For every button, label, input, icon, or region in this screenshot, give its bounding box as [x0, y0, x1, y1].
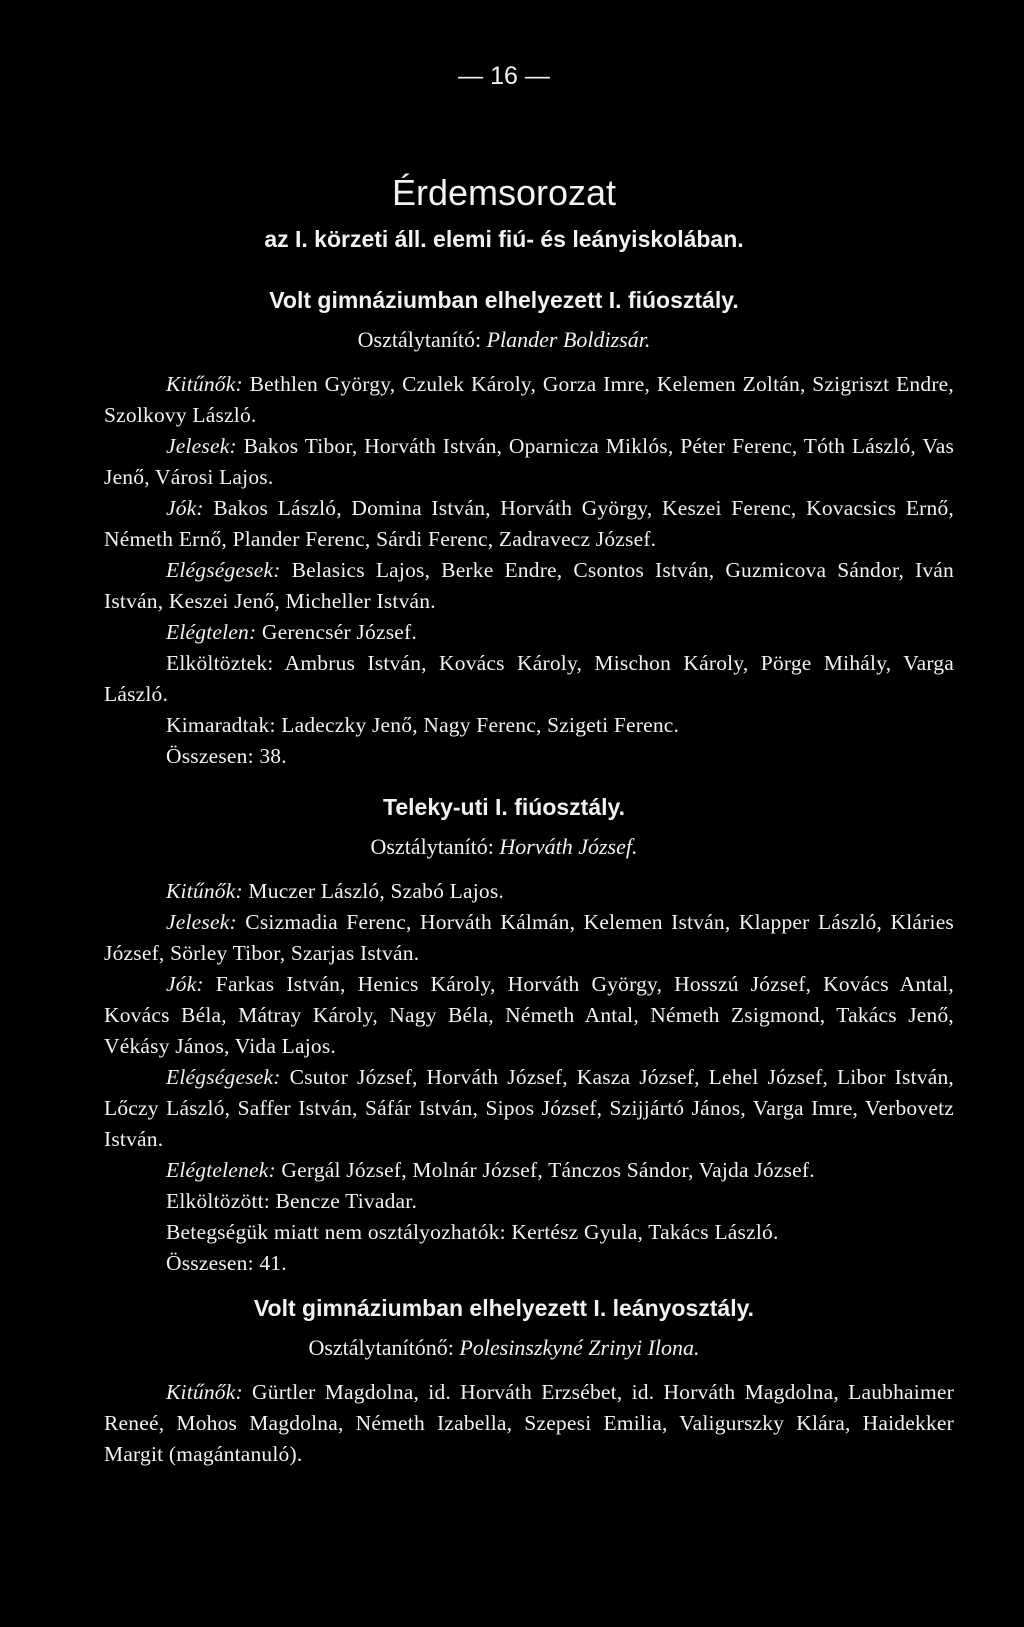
entry-label: Kitűnők: — [166, 879, 243, 903]
entry-elegtelenek — [104, 1155, 954, 1186]
entry-label: Kimaradtak: — [166, 713, 276, 737]
teacher-line — [104, 1335, 904, 1377]
entry-label: Elégtelenek: — [166, 1158, 276, 1182]
section-teleky-uti-fiuosztaly — [104, 794, 954, 1279]
entry-text: Ambrus István, Kovács Károly, Mischon Károly, Pörge Mihály, Varga László. — [104, 651, 954, 706]
entry-betegseguk — [104, 1217, 954, 1248]
entry-text: Bakos Tibor, Horváth István, Oparnicza Miklós, Péter Ferenc, Tóth László, Vas Jenő, Városi Lajos. — [104, 434, 955, 489]
entry-label: Elégségesek: — [166, 1065, 281, 1089]
entry-label: Elköltöztek: — [166, 651, 274, 675]
entry-elkoltozott — [104, 1186, 954, 1217]
entry-kimaradtak — [104, 710, 954, 741]
entry-text: Kertész Gyula, Takács László. — [511, 1220, 779, 1244]
entry-label: Összesen: — [166, 1251, 254, 1275]
teacher-name: Plander Boldizsár. — [486, 327, 651, 352]
entry-text: Bencze Tivadar. — [275, 1189, 418, 1213]
teacher-label: Osztálytanító: — [370, 834, 494, 859]
entry-label: Összesen: — [166, 744, 254, 768]
entry-label: Betegségük miatt nem osztályozhatók: — [166, 1220, 506, 1244]
entry-jok — [104, 969, 954, 1062]
entry-text: Muczer László, Szabó Lajos. — [248, 879, 504, 903]
entry-text: Gergál József, Molnár József, Tánczos Sándor, Vajda József. — [281, 1158, 815, 1182]
section-title: Volt gimnáziumban elhelyezett I. fiúosztály. — [269, 287, 739, 313]
entry-kitunok — [104, 876, 954, 907]
page-subtitle: az I. körzeti áll. elemi fiú- és leányiskolában. — [264, 226, 744, 252]
entry-osszesen — [104, 741, 954, 772]
page-number: — 16 — — [458, 62, 550, 90]
entry-label: Jelesek: — [166, 910, 237, 934]
document-page — [104, 0, 954, 1627]
section-title: Teleky-uti I. fiúosztály. — [383, 794, 625, 820]
teacher-line — [104, 327, 904, 369]
teacher-label: Osztálytanítónő: — [308, 1335, 454, 1360]
entry-text: 38. — [259, 744, 287, 768]
entry-kitunok — [104, 369, 954, 431]
entry-elegsegesek — [104, 1062, 954, 1155]
entry-jelesek — [104, 431, 954, 493]
section-title: Volt gimnáziumban elhelyezett I. leányosztály. — [253, 1295, 755, 1321]
section-gimnazium-leanyosztaly — [104, 1295, 954, 1470]
entry-text: Csizmadia Ferenc, Horváth Kálmán, Kelemen István, Klapper László, Kláries József, Sörley Tibor, Szarjas István. — [104, 910, 954, 965]
entry-elegtelen — [104, 617, 954, 648]
teacher-line — [104, 834, 904, 876]
entry-label: Jelesek: — [166, 434, 237, 458]
page-title: Érdemsorozat — [391, 172, 617, 213]
entry-jelesek — [104, 907, 954, 969]
entry-elegsegesek — [104, 555, 954, 617]
entry-label: Elköltözött: — [166, 1189, 270, 1213]
entry-text: Farkas István, Henics Károly, Horváth György, Hosszú József, Kovács Antal, Kovács Béla, Mátray Károly, Nagy Béla, Németh Antal, Németh Zsigmond, Takács Jenő, Vékásy János, Vida Lajos. — [104, 972, 954, 1058]
entry-label: Elégtelen: — [166, 620, 257, 644]
entry-text: Bethlen György, Czulek Károly, Gorza Imre, Kelemen Zoltán, Szigriszt Endre, Szolkovy László. — [104, 372, 955, 427]
entry-text: Belasics Lajos, Berke Endre, Csontos István, Guzmicova Sándor, Iván István, Keszei Jenő, Micheller István. — [104, 558, 954, 613]
entry-elkoltoztek — [104, 648, 954, 710]
entry-jok — [104, 493, 954, 555]
section-gimnazium-fiuosztaly — [104, 287, 954, 772]
entry-text: Bakos László, Domina István, Horváth György, Keszei Ferenc, Kovacsics Ernő, Németh Ernő, Plander Ferenc, Sárdi Ferenc, Zadravecz József. — [104, 496, 954, 551]
entry-label: Jók: — [166, 972, 204, 996]
entry-label: Kitűnők: — [166, 372, 243, 396]
entry-kitunok — [104, 1377, 954, 1470]
entry-label: Jók: — [166, 496, 204, 520]
teacher-name: Horváth József. — [499, 834, 638, 859]
entry-text: 41. — [259, 1251, 287, 1275]
teacher-label: Osztálytanító: — [357, 327, 482, 352]
entry-text: Csutor József, Horváth József, Kasza József, Lehel József, Libor István, Lőczy László, Saffer István, Sáfár István, Sipos József, Szijjártó János, Varga Imre, Verbovetz István. — [104, 1065, 954, 1151]
entry-osszesen — [104, 1248, 954, 1279]
entry-text: Gürtler Magdolna, id. Horváth Erzsébet, id. Horváth Magdolna, Laubhaimer Reneé, Mohos Magdolna, Németh Izabella, Szepesi Emilia, Valigurszky Klára, Haidekker Margit (magántanuló). — [104, 1380, 954, 1466]
teacher-name: Polesinszkyné Zrinyi Ilona. — [459, 1335, 700, 1360]
entry-label: Elégségesek: — [166, 558, 281, 582]
entry-label: Kitűnők: — [166, 1380, 243, 1404]
entry-text: Gerencsér József. — [261, 620, 417, 644]
entry-text: Ladeczky Jenő, Nagy Ferenc, Szigeti Ferenc. — [281, 713, 680, 737]
